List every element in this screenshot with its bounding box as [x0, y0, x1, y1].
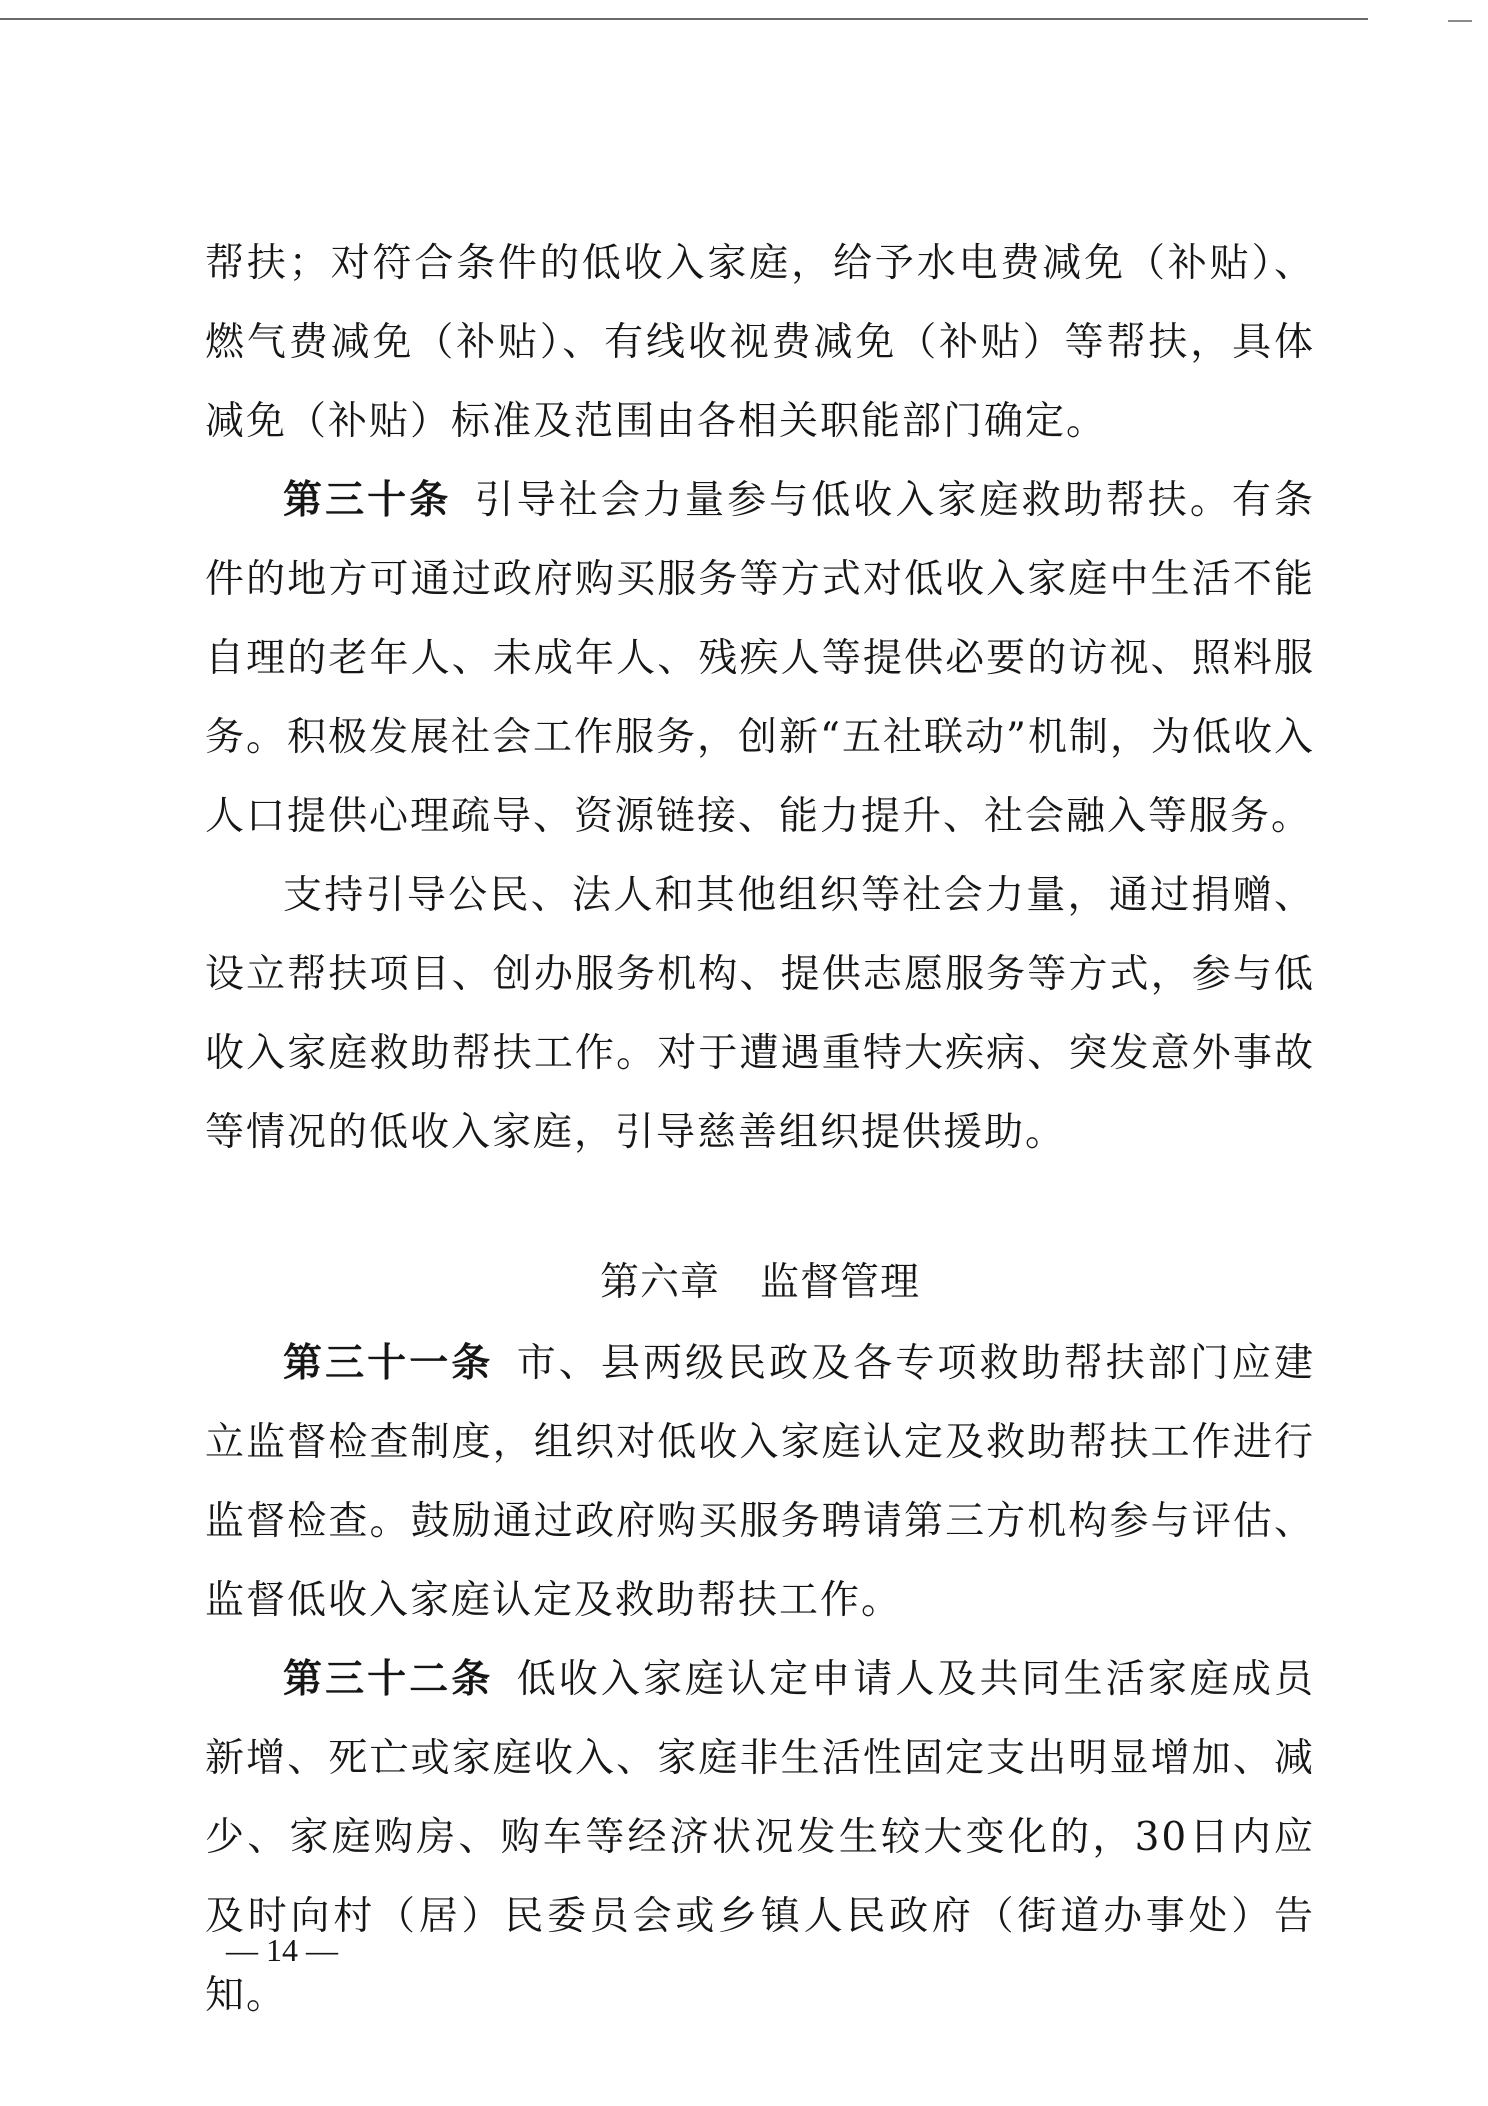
paragraph-social-support: 支持引导公民、法人和其他组织等社会力量，通过捐赠、设立帮扶项目、创办服务机构、提供志愿服务等方式，参与低收入家庭救助帮扶工作。对于遭遇重特大疾病、突发意外事故等情况的低收入家庭，引导慈善组织提供援助。: [205, 873, 1315, 1155]
header-tick-mark: [1448, 20, 1472, 22]
page-number: — 14 —: [226, 1932, 338, 1968]
article-31-label: 第三十一条: [283, 1340, 494, 1386]
paragraph-continuation: 帮扶；对符合条件的低收入家庭，给予水电费减免（补贴）、燃气费减免（补贴）、有线收视费减免（补贴）等帮扶，具体减免（补贴）标准及范围由各相关职能部门确定。: [205, 241, 1315, 444]
article-32: [205, 1640, 1315, 2035]
article-30: [205, 461, 1315, 856]
article-32-label: 第三十二条: [283, 1656, 494, 1702]
article-32-text: 低收入家庭认定申请人及共同生活家庭成员新增、死亡或家庭收入、家庭非生活性固定支出明显增加、减少、家庭购房、购车等经济状况发生较大变化的，30日内应及时向村（居）民委员会或乡镇人民政府（街道办事处）告知。: [205, 1657, 1315, 2018]
chapter-title: 第六章 监督管理: [599, 1260, 920, 1305]
document-body: [205, 224, 1315, 2035]
article-31: [205, 1324, 1315, 1640]
article-30-label: 第三十条: [283, 477, 452, 523]
header-rule: [0, 18, 1368, 20]
article-31-text: 市、县两级民政及各专项救助帮扶部门应建立监督检查制度，组织对低收入家庭认定及救助帮扶工作进行监督检查。鼓励通过政府购买服务聘请第三方机构参与评估、监督低收入家庭认定及救助帮扶工作。: [205, 1341, 1315, 1623]
article-30-text: 引导社会力量参与低收入家庭救助帮扶。有条件的地方可通过政府购买服务等方式对低收入家庭中生活不能自理的老年人、未成年人、残疾人等提供必要的访视、照料服务。积极发展社会工作服务，创新“五社联动”机制，为低收入人口提供心理疏导、资源链接、能力提升、社会融入等服务。: [205, 478, 1315, 839]
